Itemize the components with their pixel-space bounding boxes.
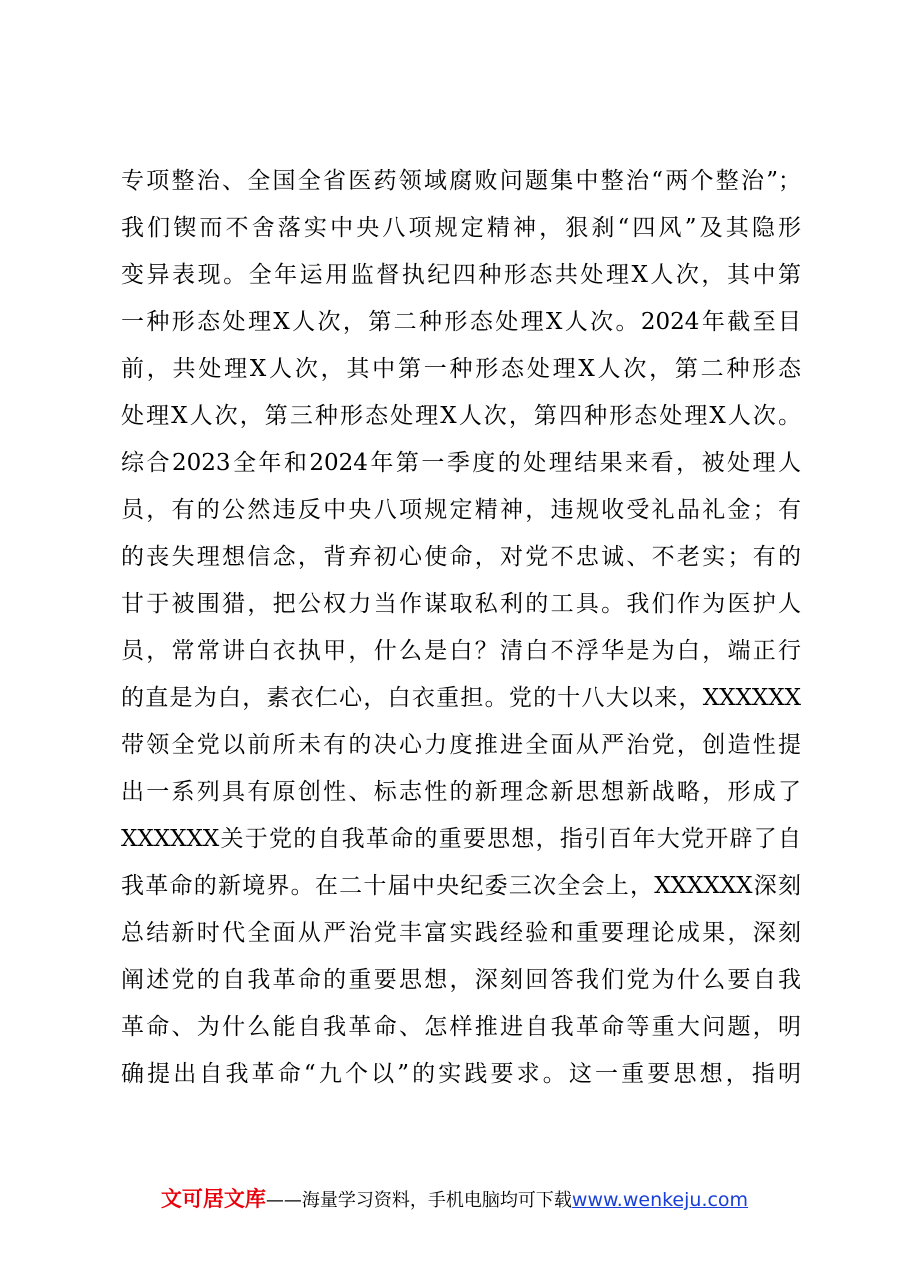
text-line: 出一系列具有原创性、标志性的新理念新思想新战略，形成了	[121, 779, 801, 805]
footer-banner	[0, 1183, 909, 1213]
text-line: 变异表现。全年运用监督执纪四种形态共处理X人次，其中第	[121, 262, 801, 288]
text-line: 阐述党的自我革命的重要思想，深刻回答我们党为什么要自我	[121, 967, 801, 993]
text-line: 的直是为白，素衣仁心，白衣重担。党的十八大以来，XXXXXX	[121, 685, 801, 711]
text-line: 确提出自我革命“九个以”的实践要求。这一重要思想，指明	[121, 1061, 801, 1087]
text-line: 员，常常讲白衣执甲，什么是白？清白不浮华是为白，端正行	[121, 638, 801, 664]
text-line: 革命、为什么能自我革命、怎样推进自我革命等重大问题，明	[121, 1014, 801, 1040]
text-line: 处理X人次，第三种形态处理X人次，第四种形态处理X人次。	[121, 403, 801, 429]
text-line: 甘于被围猎，把公权力当作谋取私利的工具。我们作为医护人	[121, 591, 801, 617]
footer-brand: 文可居文库	[160, 1187, 266, 1211]
text-line: 前，共处理X人次，其中第一种形态处理X人次，第二种形态	[121, 356, 801, 382]
text-line: 员，有的公然违反中央八项规定精神，违规收受礼品礼金；有	[121, 497, 801, 523]
text-line: 带领全党以前所未有的决心力度推进全面从严治党，创造性提	[121, 732, 801, 758]
text-line: 我们锲而不舍落实中央八项规定精神，狠刹“四风”及其隐形	[121, 215, 801, 241]
text-line: 综合2023全年和2024年第一季度的处理结果来看，被处理人	[121, 450, 801, 476]
text-line: 我革命的新境界。在二十届中央纪委三次全会上，XXXXXX深刻	[121, 873, 801, 899]
text-line: XXXXXX关于党的自我革命的重要思想，指引百年大党开辟了自	[121, 826, 801, 852]
body-text	[121, 158, 801, 1098]
text-line: 一种形态处理X人次，第二种形态处理X人次。2024年截至目	[121, 309, 801, 335]
text-line: 总结新时代全面从严治党丰富实践经验和重要理论成果，深刻	[121, 920, 801, 946]
text-line: 的丧失理想信念，背弃初心使命，对党不忠诚、不老实；有的	[121, 544, 801, 570]
text-line: 专项整治、全国全省医药领域腐败问题集中整治“两个整治”；	[121, 168, 801, 194]
footer-slogan: ——海量学习资料，手机电脑均可下载	[265, 1190, 572, 1211]
footer-url-link[interactable]: www.wenkeju.com	[571, 1189, 749, 1211]
